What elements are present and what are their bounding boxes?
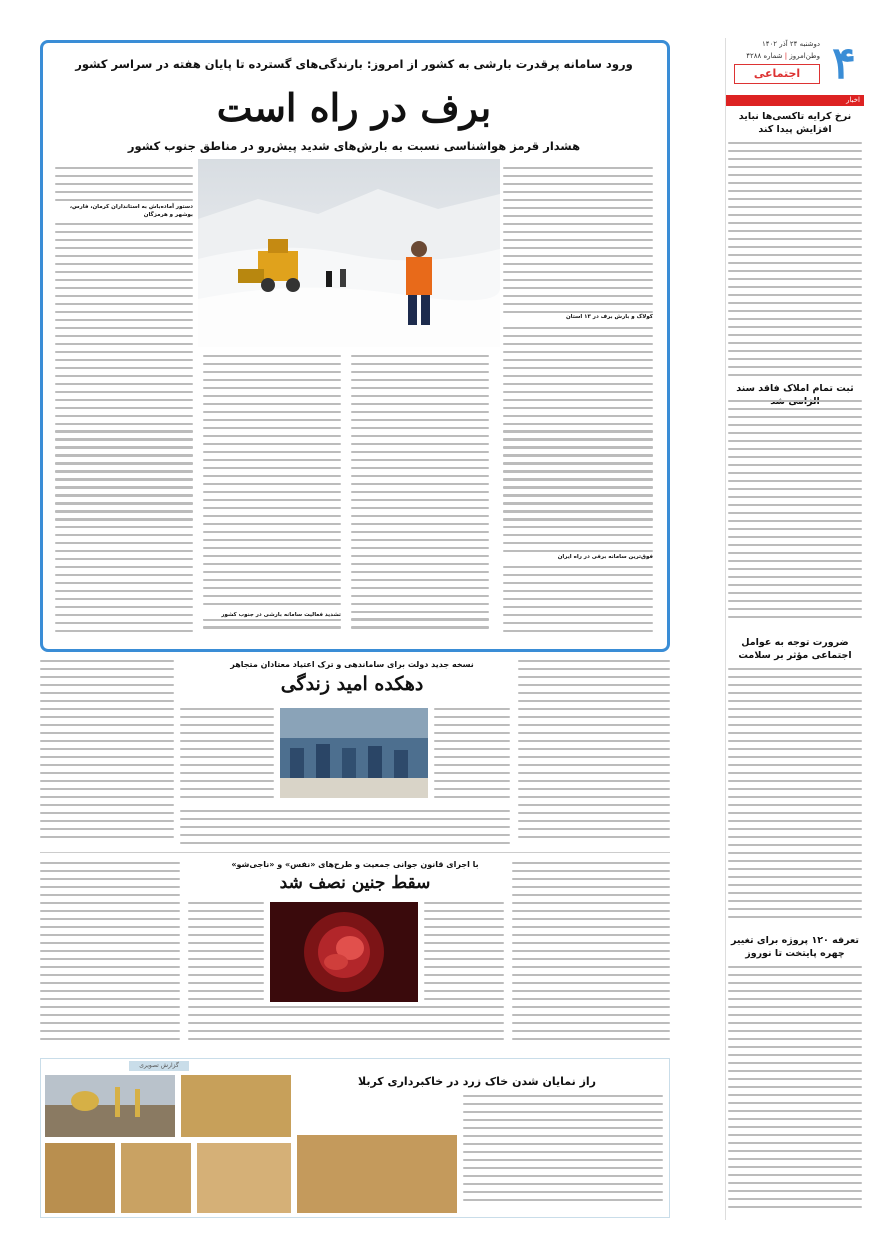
issue-info: وطن‌امروز | شماره ۴۲۸۸ — [746, 52, 820, 60]
story3-body-column — [188, 1006, 504, 1046]
story2-body-column — [180, 810, 510, 846]
excavation-photo — [45, 1143, 115, 1213]
excavation-photo — [197, 1143, 291, 1213]
sidebar-story-title: ثبت تمام املاک فاقد سند — [736, 383, 854, 394]
story-body-column — [518, 660, 670, 846]
lead-subhead: هشدار قرمز هواشناسی نسبت به بارش‌های شدید پیش‌رو در مناطق جنوب کشور — [127, 139, 581, 153]
lead-headline: برف در راه است — [216, 85, 492, 130]
sidebar-story-body — [728, 400, 862, 626]
photo-report-box — [40, 1058, 670, 1218]
snow-road-photo — [198, 159, 500, 347]
story2-headline: دهکده امید زندگی — [280, 673, 424, 695]
issue-number: شماره ۴۲۸۸ — [746, 52, 783, 60]
lead-story-box — [40, 40, 670, 652]
story3-body-column — [512, 862, 670, 1046]
issue-date: دوشنبه ۲۴ آذر ۱۴۰۲ — [761, 40, 820, 48]
story3-headline: سقط جنین نصف شد — [279, 873, 431, 893]
lead-body-column — [55, 167, 193, 637]
story2-body-column — [40, 660, 174, 846]
karbala-shrine-photo-image — [45, 1075, 175, 1137]
masthead-column — [725, 38, 864, 1220]
story2-header — [192, 660, 512, 695]
photo-report-headline: راز نمایان شدن خاک زرد در خاکبرداری کربلا — [357, 1075, 597, 1088]
fetus-illustration-image — [270, 902, 418, 1002]
story3-header — [220, 860, 490, 893]
excavation-photo — [181, 1075, 291, 1137]
sidebar-story-title: ضرورت توجه به عوامل اجتماعی مؤثر بر سلامت — [738, 637, 852, 661]
lead-kicker: ورود سامانه پرقدرت بارشی به کشور از امروز: بارندگی‌های گسترده تا پایان هفته در سراسر کشور — [75, 57, 633, 71]
sidebar-story-body — [728, 142, 862, 378]
photo-report-body — [463, 1095, 663, 1213]
story2-kicker: نسخه جدید دولت برای ساماندهی و ترک اعتیاد معتادان متجاهر — [230, 660, 474, 669]
lead-body-column — [503, 167, 653, 637]
karbala-shrine-photo — [45, 1075, 175, 1137]
lead-body-column — [203, 355, 341, 637]
rehab-workshop-photo — [280, 708, 428, 798]
lead-body-column — [351, 355, 489, 637]
lead-subheading: فوق‌ترین سامانه برفی در راه ایران — [503, 553, 653, 561]
fetus-illustration — [270, 902, 418, 1002]
story3-body-column — [40, 862, 180, 1046]
sidebar-story-body — [728, 966, 862, 1216]
section-divider — [40, 852, 670, 853]
section-label: اجتماعی — [734, 64, 820, 84]
story3-kicker: با اجرای قانون جوانی جمعیت و طرح‌های «نفس» و «ناجی‌شو» — [231, 860, 479, 869]
news-label: اخبار — [726, 95, 864, 106]
sidebar-story-title: نرخ کرایه تاکسی‌ها نباید افزایش پیدا کند — [738, 111, 852, 135]
story2-body-column — [180, 708, 274, 806]
newspaper-name: وطن‌امروز — [789, 52, 820, 60]
sidebar-story-title: تعرفه ۱۲۰ پروژه برای تغییر چهره پایتخت تا نوروز — [731, 935, 859, 959]
lead-subheading: کولاک و بارش برف در ۱۳ استان — [503, 313, 653, 321]
excavation-photo — [121, 1143, 191, 1213]
lead-subheading: تشدید فعالیت سامانه بارشی در جنوب کشور — [203, 611, 341, 619]
sidebar-story-body — [728, 668, 862, 928]
page-number: ۴ — [832, 38, 856, 89]
lead-subheading: دستور آماده‌باش به استانداران کرمان، فارس، بوشهر و هرمزگان — [55, 203, 193, 219]
rehab-workshop-photo-image — [280, 708, 428, 798]
excavation-photo — [297, 1135, 457, 1213]
snow-road-photo-image — [198, 159, 500, 347]
story3-body-column — [188, 902, 264, 1002]
story3-body-column — [424, 902, 504, 1002]
photo-report-label: گزارش تصویری — [129, 1061, 189, 1071]
story2-body-column — [434, 708, 510, 806]
